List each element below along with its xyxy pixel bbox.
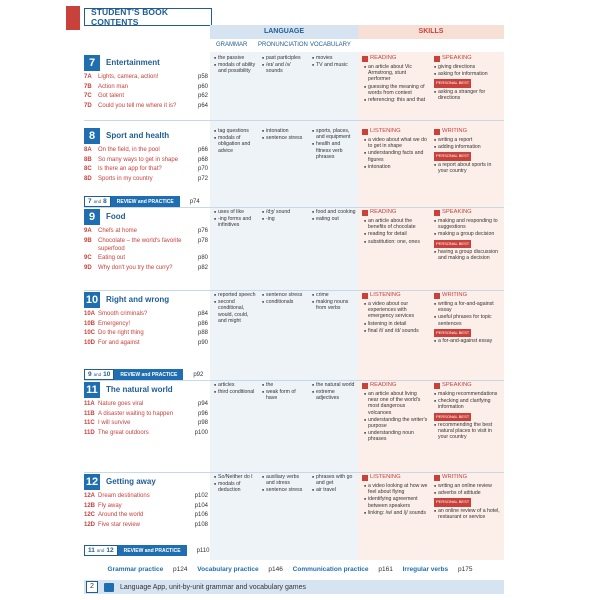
lesson-page: p94 <box>197 401 208 407</box>
personal-best-badge: PERSONAL BEST <box>434 498 471 506</box>
lesson-code: 9D <box>84 264 92 271</box>
grammar-cell <box>214 292 258 325</box>
review-label: REVIEW and PRACTICE <box>118 545 187 556</box>
lesson-page: p84 <box>197 311 208 317</box>
lesson-title: Is there an app for that? <box>98 166 162 172</box>
skill-2-item: ■ adding information <box>434 144 500 150</box>
skill-1-heading: LISTENING <box>370 474 401 480</box>
lesson-code: 7C <box>84 93 92 99</box>
skill-icon <box>434 475 440 481</box>
footer-links <box>84 566 504 573</box>
unit-title[interactable]: Sport and health <box>106 131 170 140</box>
lesson-page: p104 <box>194 502 208 509</box>
skill-icon <box>362 383 368 389</box>
grammar-practice-link[interactable]: Grammar practice <box>107 566 164 573</box>
grammar-item: ■ reported speech <box>214 292 258 298</box>
vocab-cell <box>312 55 356 69</box>
lesson-list <box>84 73 208 111</box>
review-unit-a: 9 <box>88 371 92 378</box>
grammar-practice-page: p124 <box>173 566 188 573</box>
lesson-code: 11C <box>84 420 95 426</box>
irregular-verbs-page: p175 <box>457 566 473 573</box>
corner-tab <box>66 6 80 30</box>
lesson-title: I will survive <box>98 420 131 426</box>
skill-1-heading: LISTENING <box>370 128 401 134</box>
vocab-item: ■ food and cooking <box>312 209 356 215</box>
page-title <box>84 8 212 26</box>
skill-1-item: ■ an article about living near one of the world's most dangerous volcanoes <box>364 391 428 416</box>
skill-1-items <box>364 391 428 444</box>
lesson-page: p62 <box>197 93 208 99</box>
grammar-item: ■ articles <box>214 382 258 388</box>
skill-1-item: ■ a video about what we do to get in shape <box>364 137 428 149</box>
skill-1-item: ■ understanding facts and figures <box>364 150 428 162</box>
lesson-page: p60 <box>197 83 208 90</box>
divider <box>84 380 504 381</box>
lesson-code: 8B <box>84 156 92 163</box>
pron-cell <box>262 292 308 306</box>
grammar-item: ■ modals of ability and possibility <box>214 62 258 74</box>
skill-2-items <box>434 391 500 441</box>
skill-2-item: ■ useful phrases for topic sentences <box>434 314 500 326</box>
skill-1-items <box>364 137 428 171</box>
vocab-cell <box>312 474 356 495</box>
lesson-code: 10A <box>84 311 96 317</box>
skill-1-item: ■ intonation <box>364 164 428 170</box>
personal-best-item: ■ asking a stranger for directions <box>434 89 500 101</box>
pron-item: ■ /eɪ/ and /ʌ/ sounds <box>262 62 308 74</box>
lesson-list <box>84 310 208 348</box>
grammar-item: ■ modals of deduction <box>214 481 258 493</box>
review-page: p74 <box>189 198 200 205</box>
lesson-page: p64 <box>197 102 208 109</box>
vocab-practice-page: p146 <box>268 566 283 573</box>
review-units <box>84 196 111 207</box>
skill-1-item: ■ linking: /w/ and /j/ sounds <box>364 510 428 516</box>
lesson-item[interactable] <box>84 419 208 427</box>
lesson-item[interactable] <box>84 320 208 328</box>
grammar-cell <box>214 382 258 396</box>
skill-2-item: ■ checking and clarifying information <box>434 398 500 410</box>
skill-1-item: ■ an article about the benefits of chocolate <box>364 218 428 230</box>
review-label: REVIEW and PRACTICE <box>111 196 180 207</box>
skill-1-item: ■ reading for detail <box>364 231 428 237</box>
skill-2-items <box>434 218 500 262</box>
lesson-title: Action man <box>98 83 129 90</box>
skill-1-item: ■ guessing the meaning of words from context <box>364 84 428 96</box>
lesson-title: Fly away <box>98 502 122 509</box>
vocab-item: ■ sports, places, and equipment <box>312 128 356 140</box>
divider <box>84 207 504 208</box>
pronunciation-header: PRONUNCIATION <box>258 42 308 48</box>
grammar-item: ■ modals of obligation and advice <box>214 135 258 154</box>
unit-title[interactable]: The natural world <box>106 385 173 394</box>
lesson-page: p86 <box>197 320 208 327</box>
skill-icon <box>434 293 440 299</box>
divider <box>84 120 504 121</box>
skill-1-item: ■ referencing: this and that <box>364 97 428 103</box>
lesson-code: 7A <box>84 74 92 80</box>
lesson-page: p90 <box>197 339 208 346</box>
skill-2-item: ■ making a group decision <box>434 231 500 237</box>
review-and: and <box>93 372 102 377</box>
review-practice-row[interactable] <box>84 545 209 556</box>
review-units <box>84 545 118 556</box>
review-unit-a: 11 <box>88 547 95 554</box>
lesson-page: p58 <box>197 74 208 80</box>
lesson-title: So many ways to get in shape <box>98 156 179 163</box>
page-number: 2 <box>86 581 98 593</box>
lesson-title: Got talent <box>98 93 125 99</box>
review-units <box>84 369 114 380</box>
skill-icon <box>434 56 440 62</box>
vocab-item: ■ phrases with go and get <box>312 474 356 486</box>
skill-2-heading: SPEAKING <box>442 209 472 215</box>
personal-best-item: ■ an online review of a hotel, restaurant or service <box>434 508 500 520</box>
lesson-list <box>84 400 208 438</box>
skill-2-item: ■ adverbs of attitude <box>434 490 500 496</box>
skill-2-items <box>434 301 500 345</box>
grammar-cell <box>214 55 258 76</box>
lesson-page: p108 <box>194 521 208 528</box>
lesson-code: 8A <box>84 147 92 153</box>
lesson-page: p102 <box>194 493 208 499</box>
skill-2-item: ■ writing a report <box>434 137 500 143</box>
lesson-title: Nature goes viral <box>98 401 144 407</box>
lesson-item[interactable] <box>84 339 208 347</box>
grammar-cell <box>214 209 258 230</box>
skill-1-item: ■ an article about Vic Armstrong, stunt performer <box>364 64 428 83</box>
skill-1-item: ■ a video looking at how we feel about flying <box>364 483 428 495</box>
vocabulary-header: VOCABULARY <box>310 42 351 48</box>
lesson-item[interactable] <box>84 492 208 500</box>
comm-practice-link[interactable]: Communication practice <box>292 566 369 573</box>
lesson-title: A disaster waiting to happen <box>98 410 174 417</box>
lesson-title: Smooth criminals? <box>98 311 148 317</box>
lesson-code: 7B <box>84 83 92 90</box>
lesson-item[interactable] <box>84 237 208 253</box>
grammar-cell <box>214 474 258 495</box>
grammar-header: GRAMMAR <box>216 42 248 48</box>
skill-2-item: ■ asking for information <box>434 71 500 77</box>
grammar-item: ■ uses of like <box>214 209 258 215</box>
lesson-code: 11D <box>84 429 95 436</box>
review-practice-row[interactable] <box>84 196 200 207</box>
pron-item: ■ /dʒ/ sound <box>262 209 308 215</box>
pron-item: ■ -ing <box>262 216 308 222</box>
skill-2-items <box>434 137 500 175</box>
lesson-page: p82 <box>197 264 208 271</box>
lesson-item[interactable] <box>84 400 208 408</box>
irregular-verbs-link[interactable]: Irregular verbs <box>402 566 449 573</box>
divider <box>84 290 504 291</box>
grammar-item: ■ tag questions <box>214 128 258 134</box>
pron-item: ■ past participles <box>262 55 308 61</box>
app-text: Language App, unit-by-unit grammar and vocabulary games <box>120 583 306 591</box>
skill-icon <box>362 56 368 62</box>
lesson-code: 12A <box>84 493 96 499</box>
vocab-item: ■ air travel <box>312 487 356 493</box>
unit-title[interactable]: Entertainment <box>106 58 160 67</box>
unit-number: 12 <box>85 476 99 488</box>
review-and: and <box>93 199 102 204</box>
personal-best-item: ■ a for-and-against essay <box>434 338 500 344</box>
skill-1-item: ■ final /t/ and /d/ sounds <box>364 328 428 334</box>
lesson-item[interactable] <box>84 511 208 519</box>
pron-item: ■ weak form of have <box>262 389 308 401</box>
lesson-item[interactable] <box>84 146 208 154</box>
skill-1-item: ■ understanding the writer's purpose <box>364 417 428 429</box>
skill-2-item: ■ writing an online review <box>434 483 500 489</box>
grammar-item: ■ second conditional, would, could, and might <box>214 299 258 324</box>
lesson-code: 9B <box>84 237 92 244</box>
personal-best-item: ■ a report about sports in your country <box>434 162 500 174</box>
lesson-page: p106 <box>194 512 208 518</box>
vocab-item: ■ extreme adjectives <box>312 389 356 401</box>
pron-item: ■ intonation <box>262 128 308 134</box>
review-and: and <box>96 548 105 553</box>
vocab-item: ■ crime <box>312 292 356 298</box>
lesson-code: 9C <box>84 255 92 261</box>
personal-best-badge: PERSONAL BEST <box>434 413 471 421</box>
review-unit-a: 7 <box>88 198 92 205</box>
lesson-code: 8C <box>84 166 92 172</box>
skill-2-heading: WRITING <box>442 128 468 134</box>
review-page: p92 <box>193 371 204 378</box>
unit-title[interactable]: Right and wrong <box>106 295 170 304</box>
pron-cell <box>262 209 308 223</box>
lesson-item[interactable] <box>84 73 208 81</box>
vocab-item: ■ movies <box>312 55 356 61</box>
skill-1-item: ■ identifying agreement between speakers <box>364 496 428 508</box>
review-page: p110 <box>196 547 210 554</box>
lesson-page: p98 <box>197 420 208 426</box>
review-practice-row[interactable] <box>84 369 203 380</box>
lesson-code: 9A <box>84 228 92 234</box>
lesson-title: The great outdoors <box>98 429 149 436</box>
comm-practice-page: p161 <box>378 566 393 573</box>
lesson-code: 12D <box>84 521 96 528</box>
lesson-item[interactable] <box>84 521 208 529</box>
vocab-item: ■ health and fitness verb phrases <box>312 141 356 160</box>
lesson-code: 12C <box>84 512 96 518</box>
lesson-item[interactable] <box>84 175 208 183</box>
lesson-code: 8D <box>84 175 92 182</box>
skill-2-item: ■ making recommendations <box>434 391 500 397</box>
grammar-cell <box>214 128 258 155</box>
lesson-title: For and against <box>98 339 140 346</box>
lesson-item[interactable] <box>84 264 208 272</box>
lesson-page: p70 <box>197 166 208 172</box>
lesson-title: On the field, in the pool <box>98 147 160 153</box>
unit-number: 7 <box>84 55 100 71</box>
page-title-text: STUDENT'S BOOK CONTENTS <box>91 7 169 27</box>
lesson-title: Five star review <box>98 521 141 528</box>
pron-item: ■ sentence stress <box>262 487 308 493</box>
skills-header: SKILLS <box>418 28 444 35</box>
lesson-item[interactable] <box>84 92 208 100</box>
unit-number: 10 <box>85 294 99 306</box>
skill-1-heading: READING <box>370 209 397 215</box>
lesson-title: Emergency! <box>98 320 131 327</box>
grammar-item: ■ -ing forms and infinitives <box>214 216 258 228</box>
lesson-list <box>84 492 208 530</box>
lesson-title: Around the world <box>98 512 144 518</box>
vocab-item: ■ eating out <box>312 216 356 222</box>
pron-item: ■ auxiliary verbs and stress <box>262 474 308 486</box>
app-icon <box>104 583 114 592</box>
pron-cell <box>262 382 308 403</box>
lesson-code: 11A <box>84 401 95 407</box>
lesson-page: p72 <box>197 175 208 182</box>
personal-best-badge: PERSONAL BEST <box>434 240 471 248</box>
skill-1-items <box>364 64 428 104</box>
pron-item: ■ the <box>262 382 308 388</box>
lesson-page: p76 <box>197 228 208 234</box>
vocab-item: ■ the natural world <box>312 382 356 388</box>
lesson-item[interactable] <box>84 410 208 418</box>
skill-icon <box>434 210 440 216</box>
review-unit-b: 10 <box>103 371 111 378</box>
lesson-code: 11B <box>84 410 95 417</box>
grammar-item: ■ third conditional <box>214 389 258 395</box>
unit-number: 11 <box>84 382 100 398</box>
personal-best-badge: PERSONAL BEST <box>434 79 471 87</box>
unit-number: 9 <box>84 209 100 225</box>
lesson-code: 7D <box>84 102 92 109</box>
pron-cell <box>262 55 308 76</box>
vocab-cell <box>312 209 356 223</box>
skill-2-item: ■ giving directions <box>434 64 500 70</box>
lesson-item[interactable] <box>84 102 208 110</box>
lesson-code: 10D <box>84 339 96 346</box>
personal-best-item: ■ having a group discussion and making a decision <box>434 249 500 261</box>
lesson-code: 12B <box>84 502 96 509</box>
skill-2-heading: SPEAKING <box>442 382 472 388</box>
review-unit-b: 8 <box>103 198 107 205</box>
pron-item: ■ sentence stress <box>262 135 308 141</box>
skill-2-items <box>434 64 500 102</box>
skill-icon <box>362 293 368 299</box>
language-header: LANGUAGE <box>263 28 305 35</box>
lesson-item[interactable] <box>84 165 208 173</box>
skill-2-items <box>434 483 500 521</box>
grammar-item: ■ the passive <box>214 55 258 61</box>
lesson-item[interactable] <box>84 156 208 164</box>
lesson-title: Why don't you try the curry? <box>98 264 173 271</box>
lesson-title: Could you tell me where it is? <box>98 102 177 109</box>
review-label: REVIEW and PRACTICE <box>114 369 183 380</box>
skill-1-items <box>364 218 428 246</box>
review-unit-b: 12 <box>106 547 114 554</box>
skill-1-item: ■ listening in detail <box>364 321 428 327</box>
lesson-title: Chocolate – the world's favorite superfood <box>98 237 182 252</box>
lesson-title: Eating out <box>98 255 126 261</box>
vocab-practice-link[interactable]: Vocabulary practice <box>197 566 259 573</box>
skill-1-heading: READING <box>370 382 397 388</box>
skill-icon <box>434 383 440 389</box>
lesson-page: p66 <box>197 147 208 153</box>
skill-1-item: ■ a video about our experiences with emergency services <box>364 301 428 320</box>
skill-1-items <box>364 483 428 517</box>
lesson-item[interactable] <box>84 83 208 91</box>
lesson-item[interactable] <box>84 429 208 437</box>
lesson-item[interactable] <box>84 254 208 262</box>
vocab-cell <box>312 128 356 161</box>
lesson-list <box>84 146 208 184</box>
vocab-item: ■ making nouns from verbs <box>312 299 356 311</box>
lesson-title: Lights, camera, action! <box>98 74 159 80</box>
skill-icon <box>434 129 440 135</box>
skill-1-items <box>364 301 428 335</box>
unit-title[interactable]: Food <box>106 212 126 221</box>
lesson-title: Sports in my country <box>98 175 153 182</box>
pron-cell <box>262 128 308 142</box>
lesson-item[interactable] <box>84 227 208 235</box>
unit-number: 8 <box>84 128 100 144</box>
vocab-cell <box>312 292 356 313</box>
lesson-item[interactable] <box>84 502 208 510</box>
skill-1-heading: READING <box>370 55 397 61</box>
lesson-page: p78 <box>197 237 208 244</box>
skill-2-heading: WRITING <box>442 292 468 298</box>
lesson-item[interactable] <box>84 310 208 318</box>
skill-1-item: ■ understanding noun phrases <box>364 430 428 442</box>
lesson-title: Chefs at home <box>98 228 138 234</box>
lesson-code: 10B <box>84 320 96 327</box>
lesson-list <box>84 227 208 273</box>
lesson-page: p96 <box>197 410 208 417</box>
skill-1-heading: LISTENING <box>370 292 401 298</box>
skill-2-item: ■ making and responding to suggestions <box>434 218 500 230</box>
skill-2-heading: SPEAKING <box>442 55 472 61</box>
unit-title[interactable]: Getting away <box>106 477 156 486</box>
skill-icon <box>362 129 368 135</box>
skill-icon <box>362 210 368 216</box>
pron-item: ■ conditionals <box>262 299 308 305</box>
lesson-page: p68 <box>197 156 208 163</box>
skill-1-item: ■ substitution: one, ones <box>364 239 428 245</box>
footer-bar <box>84 580 504 594</box>
divider <box>84 472 504 473</box>
grammar-item: ■ So/Neither do I <box>214 474 258 480</box>
lesson-item[interactable] <box>84 329 208 337</box>
lesson-code: 10C <box>84 330 96 336</box>
personal-best-item: ■ recommending the best natural places to visit in your country <box>434 422 500 441</box>
skill-icon <box>362 475 368 481</box>
lesson-title: Do the right thing <box>98 330 144 336</box>
lesson-title: Dream destinations <box>98 493 150 499</box>
lesson-page: p88 <box>197 330 208 336</box>
personal-best-badge: PERSONAL BEST <box>434 152 471 160</box>
pron-cell <box>262 474 308 495</box>
vocab-item: ■ TV and music <box>312 62 356 68</box>
lesson-page: p100 <box>194 429 208 436</box>
skill-2-item: ■ writing a for-and-against essay <box>434 301 500 313</box>
pron-item: ■ sentence stress <box>262 292 308 298</box>
vocab-cell <box>312 382 356 403</box>
personal-best-badge: PERSONAL BEST <box>434 329 471 337</box>
skill-2-heading: WRITING <box>442 474 468 480</box>
lesson-page: p80 <box>197 255 208 261</box>
